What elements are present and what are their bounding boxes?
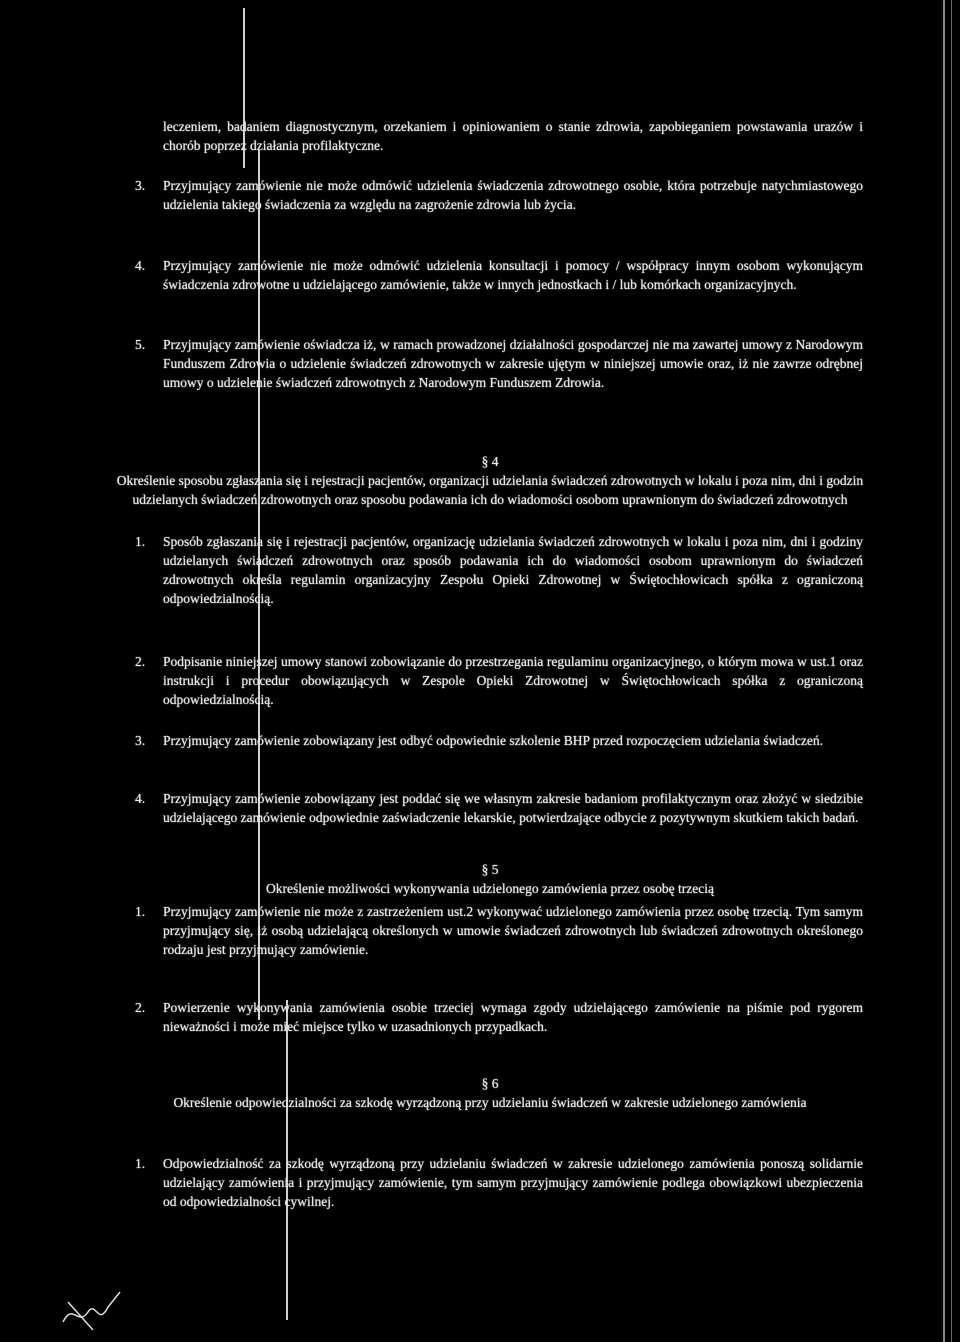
list-item: [135, 1154, 863, 1211]
list-item: [135, 731, 863, 750]
item-number: 4.: [135, 791, 146, 806]
item-text: Przyjmujący zamówienie nie może odmówić udzielenia konsultacji i pomocy / współpracy innym osobom wykonującym świadczenia zdrowotne u udzielającego zamówienie, także w innych jednostkach i / lub komórkach organizacyjnych.: [163, 258, 863, 292]
list-item: [135, 652, 863, 709]
section-6-title: Określenie odpowiedzialności za szkodę wyrządzoną przy udzielaniu świadczeń w zakresie udzielonego zamówienia: [173, 1095, 807, 1110]
signature-mark: [58, 1282, 128, 1332]
list-item: [135, 335, 863, 392]
item-text: Sposób zgłaszania się i rejestracji pacjentów, organizację udzielania świadczeń zdrowotnych w lokalu i poza nim, dni i godziny udzielanych świadczeń zdrowotnych oraz sposób podawania ich do wiadomości osobom uprawnionym do świadczeń zdrowotnych określa regulamin organizacyjny Zespołu Opieki Zdrowotnej w Świętochłowicach spółka z ograniczoną odpowiedzialnością.: [163, 534, 863, 606]
item-number: 5.: [135, 337, 146, 352]
item-number: 1.: [135, 1156, 146, 1171]
list-item: [135, 256, 863, 294]
item-text: Powierzenie wykonywania zamówienia osobie trzeciej wymaga zgody udzielającego zamówienie na piśmie pod rygorem nieważności i może mieć miejsce tylko w uzasadnionych przypadkach.: [163, 1000, 863, 1034]
section-5-title: Określenie możliwości wykonywania udzielonego zamówienia przez osobę trzecią: [266, 881, 714, 896]
section-6-mark: § 6: [481, 1076, 499, 1091]
item-number: 3.: [135, 178, 146, 193]
item-number: 1.: [135, 904, 146, 919]
item-number: 2.: [135, 1000, 146, 1015]
item-text: Przyjmujący zamówienie zobowiązany jest odbyć odpowiednie szkolenie BHP przed rozpoczęciem udzielania świadczeń.: [163, 733, 824, 748]
list-item: [135, 532, 863, 608]
section-4-mark: § 4: [481, 454, 499, 469]
section-5-mark: § 5: [481, 862, 499, 877]
item-number: 1.: [135, 534, 146, 549]
intro-paragraph: leczeniem, badaniem diagnostycznym, orzekaniem i opiniowaniem o stanie zdrowia, zapobieganiem powstawania urazów i chorób poprzez działania profilaktyczne.: [163, 119, 863, 153]
item-text: Odpowiedzialność za szkodę wyrządzoną przy udzielaniu świadczeń w zakresie udzielonego zamówienia ponoszą solidarnie udzielający zamówienia i przyjmujący zamówienie, tym samym przyjmujący zamówienie podlega obowiązkowi ubezpieczenia od odpowiedzialności cywilnej.: [163, 1156, 863, 1209]
item-text: Przyjmujący zamówienie nie może z zastrzeżeniem ust.2 wykonywać udzielonego zamówienia przez osobę trzecią. Tym samym przyjmujący się, iż osobą udzielającą określonych w umowie świadczeń zdrowotnych lub świadczeń zdrowotnych określonego rodzaju jest przyjmujący zamówienie.: [163, 904, 863, 957]
item-text: Przyjmujący zamówienie nie może odmówić udzielenia świadczenia zdrowotnego osobie, która potrzebuje natychmiastowego udzielenia takiego świadczenia za względu na zagrożenie zdrowia lub życia.: [163, 178, 863, 212]
section-4-title: Określenie sposobu zgłaszania się i rejestracji pacjentów, organizacji udzielania świadczeń zdrowotnych w lokalu i poza nim, dni i godzin udzielanych świadczeń zdrowotnych oraz sposobu podawania ich do wiadomości osobom uprawnionym do świadczeń zdrowotnych: [116, 473, 864, 507]
list-item: [135, 998, 863, 1036]
item-text: Podpisanie niniejszej umowy stanowi zobowiązanie do przestrzegania regulaminu organizacyjnego, o którym mowa w ust.1 oraz instrukcji i procedur obowiązujących w Zespole Opieki Zdrowotnej w Świętochłowicach spółka z ograniczoną odpowiedzialnością.: [163, 654, 863, 707]
list-item: [135, 176, 863, 214]
item-number: 3.: [135, 733, 146, 748]
scan-line-right-edge: [943, 0, 945, 1342]
item-text: Przyjmujący zamówienie oświadcza iż, w ramach prowadzonej działalności gospodarczej nie ma zawartej umowy z Narodowym Funduszem Zdrowia o udzielenie świadczeń zdrowotnych w zakresie ujętym w niniejszej umowie oraz, iż nie zawrze odrębnej umowy o udzielenie świadczeń zdrowotnych z Narodowym Funduszem Zdrowia.: [163, 337, 863, 390]
scan-line-far-right: [951, 0, 952, 1342]
list-item: [135, 789, 863, 827]
item-text: Przyjmujący zamówienie zobowiązany jest poddać się we własnym zakresie badaniom profilaktycznym oraz złożyć w siedzibie udzielającego zamówienie odpowiednie zaświadczenie lekarskie, potwierdzające odbycie z pozytywnym skutkiem takich badań.: [163, 791, 863, 825]
item-number: 2.: [135, 654, 146, 669]
item-number: 4.: [135, 258, 146, 273]
list-item: [135, 902, 863, 959]
